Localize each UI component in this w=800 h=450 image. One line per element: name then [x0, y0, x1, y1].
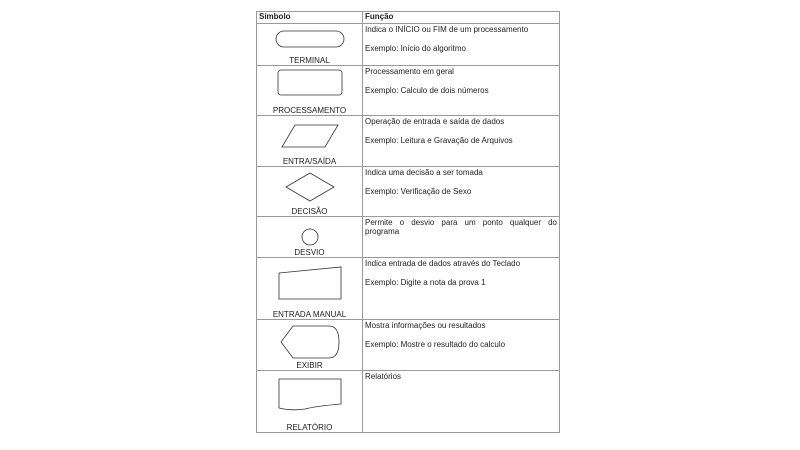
table-row — [257, 370, 559, 432]
function-description: Indica entrada de dados através do Teclado — [365, 259, 521, 268]
connector-icon — [300, 227, 320, 247]
display-icon — [279, 325, 341, 359]
function-example: Exemplo: Leitura e Gravação de Arquivos — [365, 136, 513, 145]
symbol-label: RELATÓRIO — [286, 423, 333, 432]
function-description: Indica uma decisão a ser tomada — [365, 168, 483, 177]
function-example: Exemplo: Digite a nota da prova 1 — [365, 278, 486, 287]
table-row — [257, 216, 559, 257]
table-row — [257, 23, 559, 65]
flowchart-symbols-table — [256, 11, 560, 433]
symbol-label: ENTRA/SAÍDA — [282, 157, 337, 166]
table-header — [257, 12, 559, 23]
function-description: Relatórios — [365, 372, 402, 381]
function-example: Exemplo: Calculo de dois números — [365, 86, 489, 95]
symbol-label: DESVIO — [294, 248, 325, 257]
document-icon — [277, 378, 343, 414]
decision-icon — [284, 172, 336, 202]
function-example: Exemplo: Início do algoritmo — [365, 44, 466, 53]
io-icon — [280, 124, 340, 148]
symbol-label: DECISÃO — [291, 207, 328, 216]
header-function: Função — [365, 12, 394, 21]
function-example: Exemplo: Mostre o resultado do calculo — [365, 340, 506, 349]
function-description: Mostra informações ou resultados — [365, 321, 486, 330]
symbol-label: EXIBIR — [296, 361, 323, 370]
table-row — [257, 115, 559, 166]
symbol-label: ENTRADA MANUAL — [272, 310, 347, 319]
header-symbol: Símbolo — [257, 12, 363, 23]
symbol-label: PROCESSAMENTO — [272, 106, 347, 115]
function-example: Exemplo: Verificação de Sexo — [365, 187, 472, 196]
function-description: Permite o desvio para um ponto qualquer do programa — [365, 218, 557, 236]
function-description: Operação de entrada e saída de dados — [365, 117, 505, 126]
terminal-icon — [275, 30, 345, 48]
process-icon — [274, 69, 346, 97]
table-row — [257, 166, 559, 216]
manual-input-icon — [275, 266, 345, 300]
symbol-label: TERMINAL — [289, 56, 330, 65]
function-description: Processamento em geral — [365, 67, 454, 76]
table-row — [257, 257, 559, 319]
table-row — [257, 65, 559, 115]
function-description: Indica o INÍCIO ou FIM de um processamento — [365, 25, 529, 34]
table-row — [257, 319, 559, 370]
